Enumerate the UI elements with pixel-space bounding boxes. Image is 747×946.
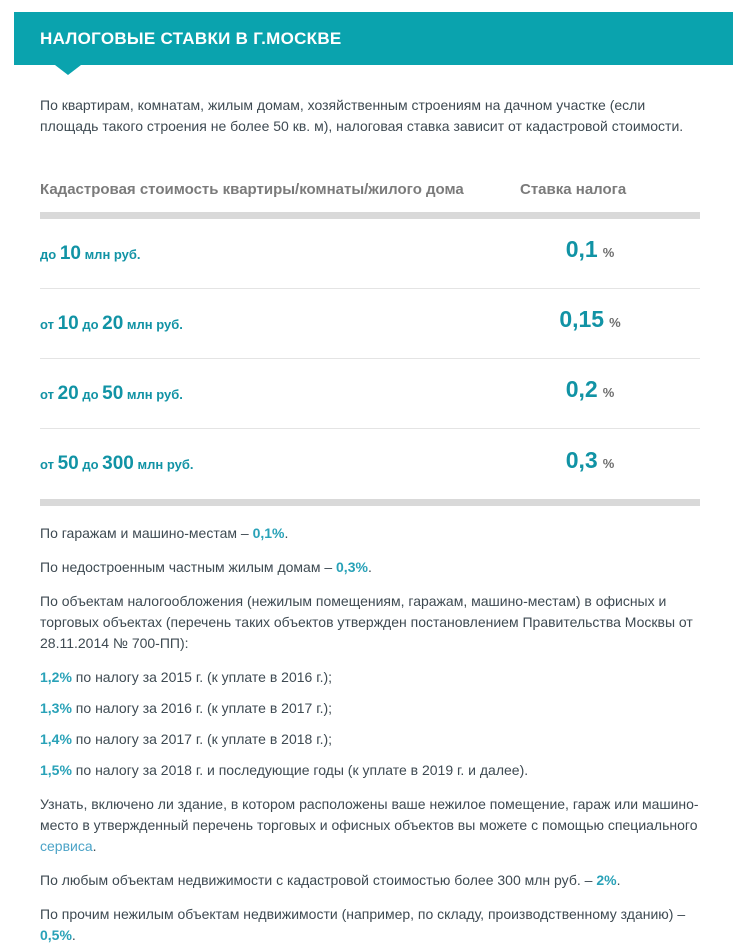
row-rate-unit: % [602,455,615,471]
note-other-nonresidential: По прочим нежилым объектам недвижимости (например, по складу, производственному зданию) – 0,5%. [40,906,686,943]
column-header-cadastral-value: Кадастровая стоимость квартиры/комнаты/жилого дома [40,181,464,198]
rate-highlight: 1,4% [40,731,72,747]
header-banner [14,12,733,65]
row-rate-value: 0,3 [565,446,598,473]
notes-section [40,523,700,946]
row-rate-value: 0,15 [559,306,605,332]
page-content [0,95,747,946]
rate-highlight: 2% [596,872,617,888]
row-rate-value: 0,1 [565,236,598,262]
note-garages: По гаражам и машино-местам – 0,1%. [40,525,289,541]
rate-highlight: 1,3% [40,700,72,716]
rate-highlight: 0,5% [40,927,72,943]
note-rate-2015: 1,2% по налогу за 2015 г. (к уплате в 2016 г.); [40,669,333,685]
row-rate-cell [520,306,660,333]
rate-highlight: 0,1% [252,525,285,541]
row-rate-unit: % [602,245,615,260]
table-row [40,359,700,429]
table-body [40,219,700,499]
rate-highlight: 1,5% [40,762,72,778]
rate-highlight: 1,2% [40,669,72,685]
table-row [40,219,700,289]
row-label: до 10 млн руб. [40,242,141,264]
table-top-divider [40,212,700,219]
row-label: от 50 до 300 млн руб. [40,453,194,474]
row-rate-cell [520,447,660,474]
row-rate-unit: % [602,385,615,400]
row-label: от 20 до 50 млн руб. [40,382,183,404]
note-rate-2018: 1,5% по налогу за 2018 г. и последующие годы (к уплате в 2019 г. и далее). [40,762,529,778]
note-rate-2016: 1,3% по налогу за 2016 г. (к уплате в 2017 г.); [40,700,333,716]
row-rate-cell [520,236,660,263]
table-row [40,289,700,359]
note-rate-2017: 1,4% по налогу за 2017 г. (к уплате в 2018 г.); [40,731,333,747]
table-bottom-divider [40,499,700,506]
column-header-tax-rate: Ставка налога [520,181,627,198]
note-unfinished-houses: По недостроенным частным жилым домам – 0,3%. [40,559,372,575]
banner-pointer-triangle [55,65,81,75]
table-row [40,429,700,499]
table-header-row [40,181,700,198]
intro-paragraph: По квартирам, комнатам, жилым домам, хозяйственным строениям на дачном участке (если площадь такого строения не более 50 кв. м), налоговая ставка зависит от кадастровой стоимости. [40,97,684,134]
service-link[interactable]: сервиса [40,838,93,854]
row-rate-unit: % [609,315,621,330]
note-service-check: Узнать, включено ли здание, в котором расположены ваше нежилое помещение, гараж или машино-место в утвержденный перечень торговых и офисных объектов вы можете с помощью специального сервиса. [40,796,699,854]
page-title: НАЛОГОВЫЕ СТАВКИ В Г.МОСКВЕ [40,28,342,48]
row-label: от 10 до 20 млн руб. [40,312,183,334]
note-over-300-mln: По любым объектам недвижимости с кадастровой стоимостью более 300 млн руб. – 2%. [40,872,621,888]
row-rate-cell [520,376,660,403]
row-rate-value: 0,2 [565,376,598,402]
note-commercial-objects: По объектам налогообложения (нежилым помещениям, гаражам, машино-местам) в офисных и торговых объектах (перечень таких объектов утвержден постановлением Правительства Москвы от 28.11.2014 № 700-ПП): [40,593,693,651]
rate-highlight: 0,3% [336,559,368,575]
tax-rates-table [40,181,700,506]
